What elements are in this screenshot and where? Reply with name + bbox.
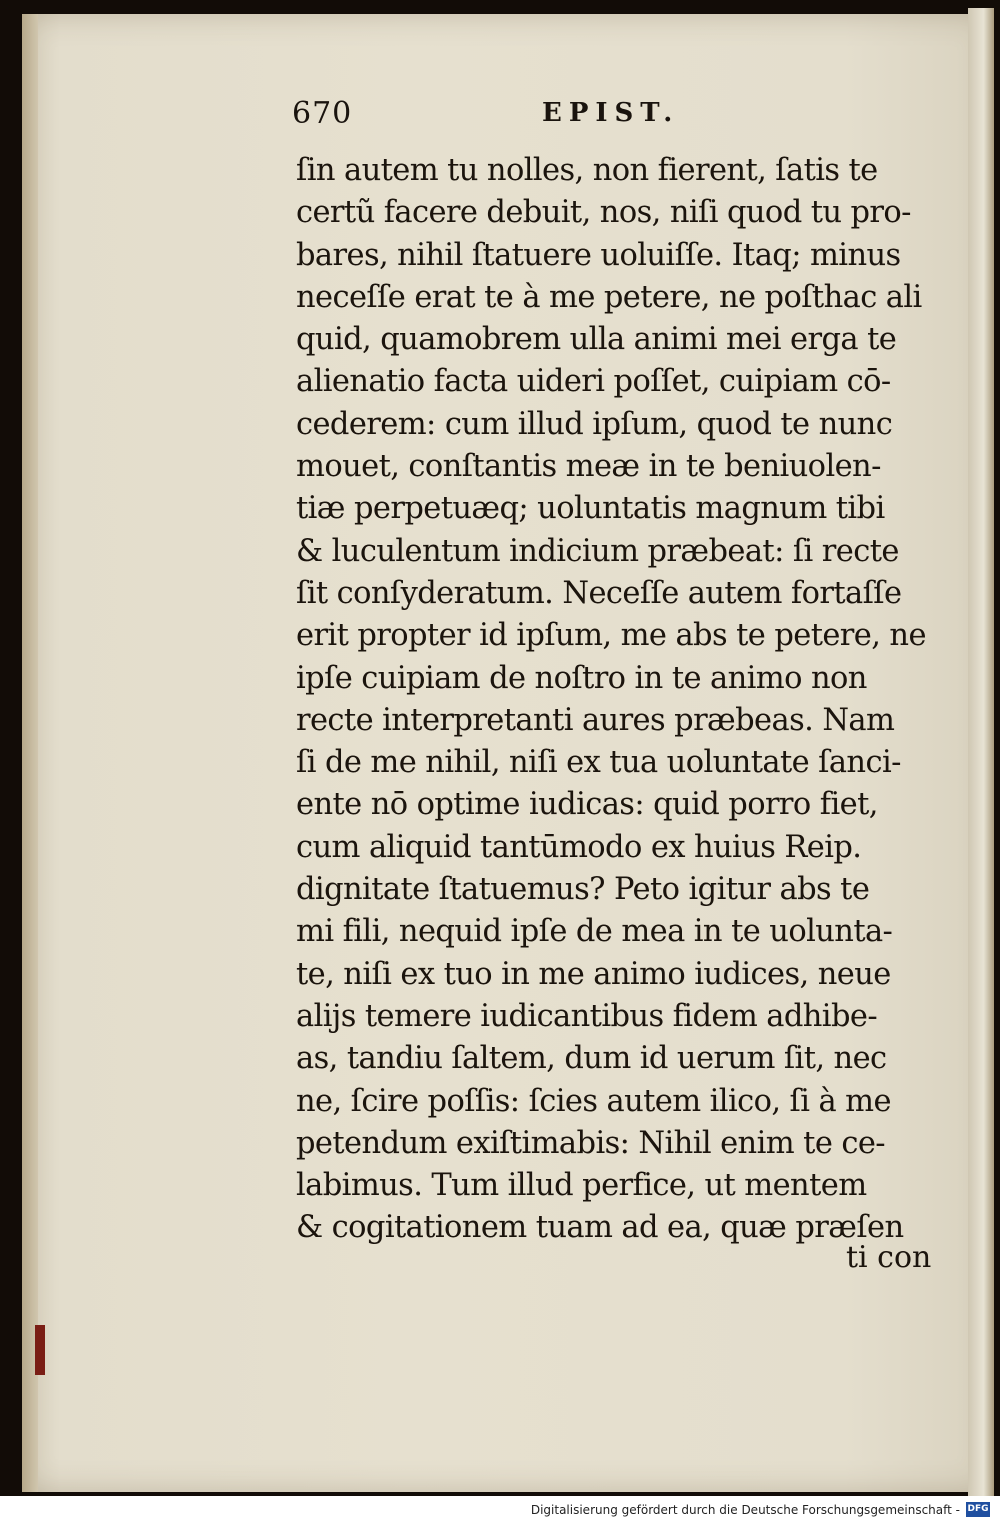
text-line: labimus. Tum illud perfice, ut mentem — [296, 1168, 867, 1204]
text-line: petendum exiſtimabis: Nihil enim te ce- — [296, 1125, 886, 1161]
text-line: alienatio facta uideri poſſet, cuipiam cō- — [296, 364, 891, 400]
body-text — [296, 150, 936, 1250]
text-line: ente nō optime iudicas: quid porro fiet, — [296, 787, 878, 823]
running-head: EPIST. — [542, 98, 680, 128]
page-number: 670 — [292, 96, 353, 131]
catchword: ti con — [846, 1240, 932, 1275]
text-line: as, tandiu ſaltem, dum id uerum ſit, nec — [296, 1041, 887, 1077]
text-line: mouet, conſtantis meæ in te beniuolen- — [296, 449, 881, 485]
text-line: cum aliquid tantūmodo ex huius Reip. — [296, 829, 862, 865]
text-line: tiæ perpetuæq; uoluntatis magnum tibi — [296, 491, 885, 527]
text-line: mi fili, nequid ipſe de mea in te uolunta- — [296, 914, 893, 950]
text-line: & cogitationem tuam ad ea, quæ præſen — [296, 1210, 904, 1246]
text-line: cederem: cum illud ipſum, quod te nunc — [296, 406, 893, 442]
text-line: ipſe cuipiam de noſtro in te animo non — [296, 660, 867, 696]
page-left-edge — [22, 14, 38, 1492]
dfg-logo: DFG — [966, 1502, 990, 1517]
red-binding-mark — [35, 1325, 45, 1375]
text-line: ne, ſcire poſſis: ſcies autem ilico, ſi à me — [296, 1083, 891, 1119]
text-line: dignitate ſtatuemus? Peto igitur abs te — [296, 872, 870, 908]
text-line: quid, quamobrem ulla animi mei erga te — [296, 322, 897, 358]
page-right-edge — [968, 8, 994, 1498]
text-line: alijs temere iudicantibus fidem adhibe- — [296, 998, 878, 1034]
text-line: & luculentum indicium præbeat: ſi recte — [296, 533, 899, 569]
text-line: certũ facere debuit, nos, niſi quod tu pro- — [296, 195, 911, 231]
text-line: erit propter id ipſum, me abs te petere, ne — [296, 618, 926, 654]
text-line: bares, nihil ſtatuere uoluiſſe. Itaq; minus — [296, 237, 901, 273]
funding-credit: Digitalisierung gefördert durch die Deutsche Forschungsgemeinschaft - — [530, 1503, 960, 1517]
footer-bar — [0, 1496, 1000, 1524]
text-line: neceſſe erat te à me petere, ne poſthac ali — [296, 279, 922, 315]
text-line: ſin autem tu nolles, non fierent, ſatis te — [296, 153, 878, 188]
text-line: te, niſi ex tuo in me animo iudices, neue — [296, 956, 891, 992]
text-line: ſi de me nihil, niſi ex tua uoluntate ſanci- — [296, 745, 901, 781]
page-header — [292, 96, 712, 136]
text-line: ſit conſyderatum. Neceſſe autem fortaſſe — [296, 575, 902, 611]
text-line: recte interpretanti aures præbeas. Nam — [296, 702, 895, 738]
